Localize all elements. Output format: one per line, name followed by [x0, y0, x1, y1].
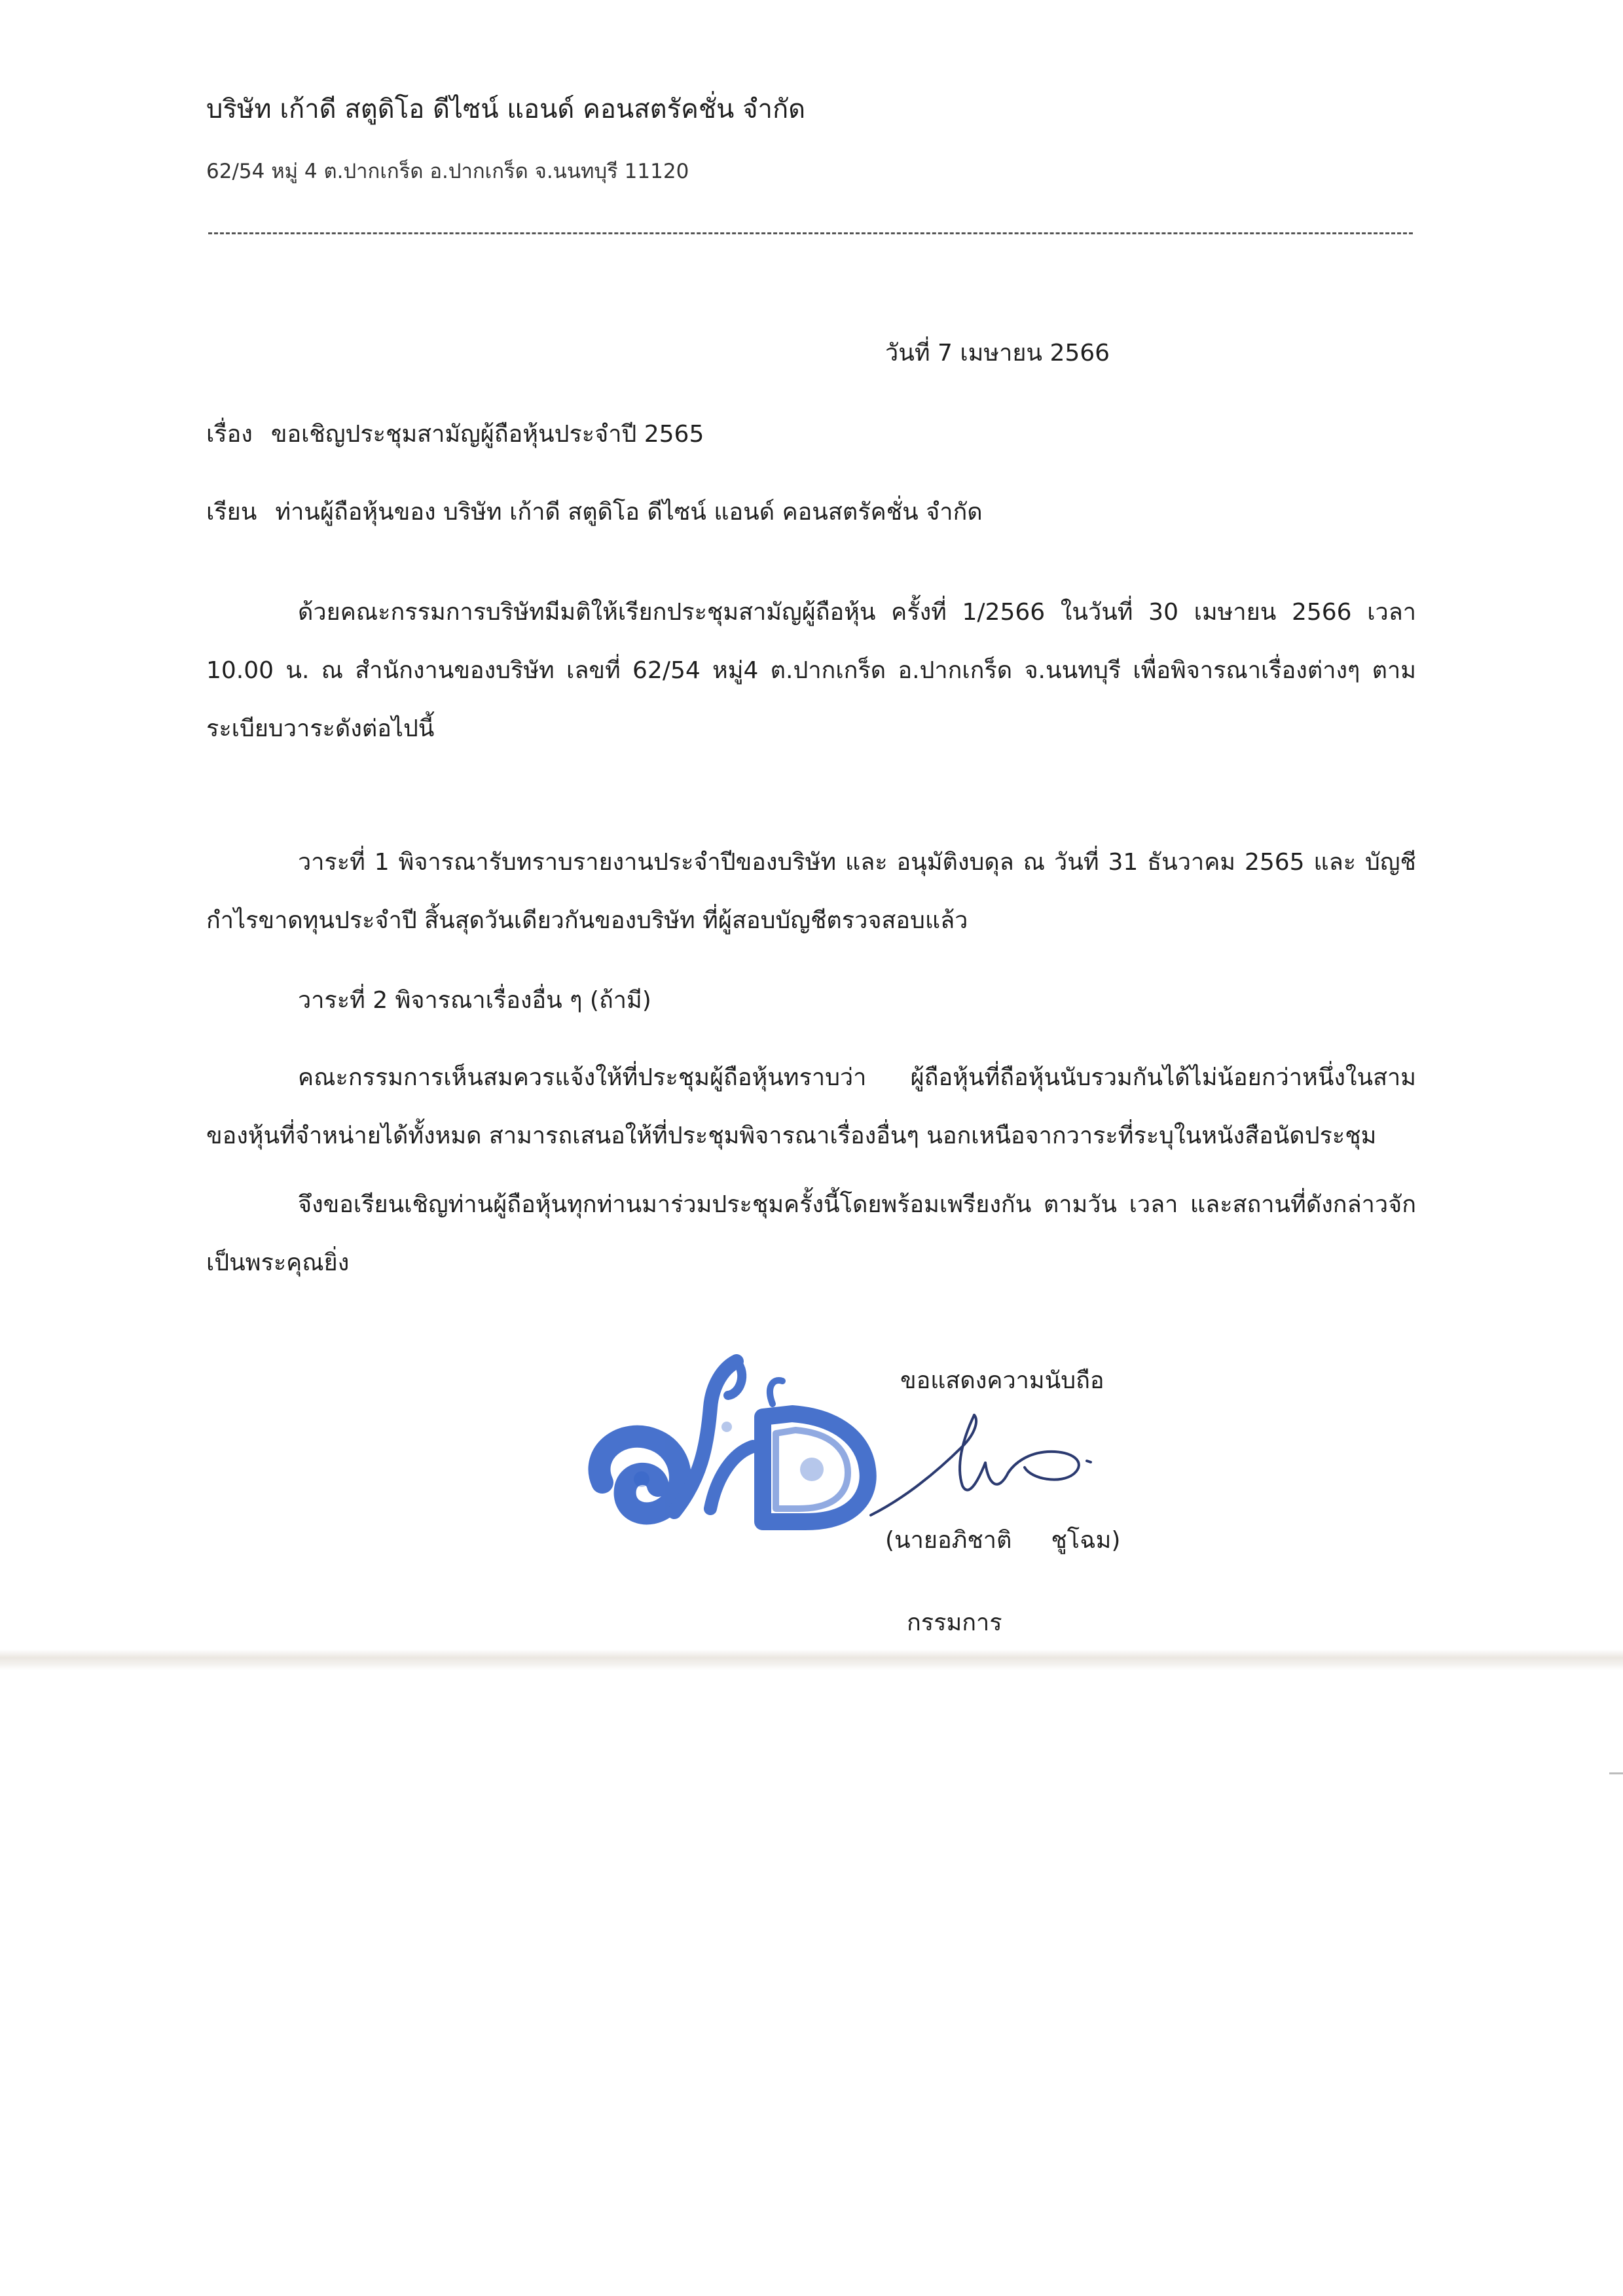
intro-paragraph: ด้วยคณะกรรมการบริษัทมีมติให้เรียกประชุมสามัญผู้ถือหุ้น ครั้งที่ 1/2566 ในวันที่ 30 เมษายน 2566 เวลา 10.00 น. ณ สำนักงานของบริษัท เลขที่ 62/54 หมู่4 ต.ปากเกร็ด อ.ปากเกร็ด จ.นนทบุรี เพื่อพิจารณาเรื่องต่างๆ ตามระเบียบวาระดังต่อไปนี้ [206, 599, 1416, 742]
agenda-item-1: วาระที่ 1 พิจารณารับทราบรายงานประจำปีของบริษัท และ อนุมัติงบดุล ณ วันที่ 31 ธันวาคม 2565 และ บัญชีกำไรขาดทุนประจำปี สิ้นสุดวันเดียวกันของบริษัท ที่ผู้สอบบัญชีตรวจสอบแล้ว [206, 849, 1416, 934]
signer-name [885, 1521, 1120, 1558]
shareholder-note-paragraph: คณะกรรมการเห็นสมควรแจ้งให้ที่ประชุมผู้ถือหุ้นทราบว่า ผู้ถือหุ้นที่ถือหุ้นนับรวมกันได้ไม่น้อยกว่าหนึ่งในสามของหุ้นที่จำหน่ายได้ทั้งหมด สามารถเสนอให้ที่ประชุมพิจารณาเรื่องอื่นๆ นอกเหนือจากวาระที่ระบุในหนังสือนัดประชุม [206, 1064, 1416, 1149]
subject-line [206, 415, 704, 452]
agenda-item-2: วาระที่ 2 พิจารณาเรื่องอื่น ๆ (ถ้ามี) [298, 987, 651, 1014]
signer-position: กรรมการ [907, 1609, 1002, 1636]
company-name: บริษัท เก้าดี สตูดิโอ ดีไซน์ แอนด์ คอนสตรัคชั่น จำกัด [206, 94, 806, 124]
closing-phrase: ขอแสดงความนับถือ [900, 1367, 1104, 1394]
closing-paragraph: จึงขอเรียนเชิญท่านผู้ถือหุ้นทุกท่านมาร่วมประชุมครั้งนี้โดยพร้อมเพรียงกัน ตามวัน เวลา และสถานที่ดังกล่าวจักเป็นพระคุณยิ่ง [206, 1191, 1416, 1276]
salutation-text: ท่านผู้ถือหุ้นของ บริษัท เก้าดี สตูดิโอ ดีไซน์ แอนด์ คอนสตรัคชั่น จำกัด [275, 499, 983, 526]
salutation-line [206, 493, 983, 530]
scan-edge-mark [1609, 1772, 1623, 1774]
header-divider [208, 232, 1413, 234]
company-address: 62/54 หมู่ 4 ต.ปากเกร็ด อ.ปากเกร็ด จ.นนทบุรี 11120 [206, 160, 689, 183]
subject-text: ขอเชิญประชุมสามัญผู้ถือหุ้นประจำปี 2565 [270, 421, 704, 448]
letter-date: วันที่ 7 เมษายน 2566 [885, 340, 1110, 367]
handwritten-signature [864, 1401, 1139, 1525]
signer-name-first: (นายอภิชาติ [885, 1527, 1012, 1554]
subject-label: เรื่อง [206, 421, 253, 448]
salutation-label: เรียน [206, 499, 257, 526]
scan-fold-band [0, 1649, 1623, 1670]
signer-name-last: ชูโฉม) [1051, 1527, 1121, 1554]
